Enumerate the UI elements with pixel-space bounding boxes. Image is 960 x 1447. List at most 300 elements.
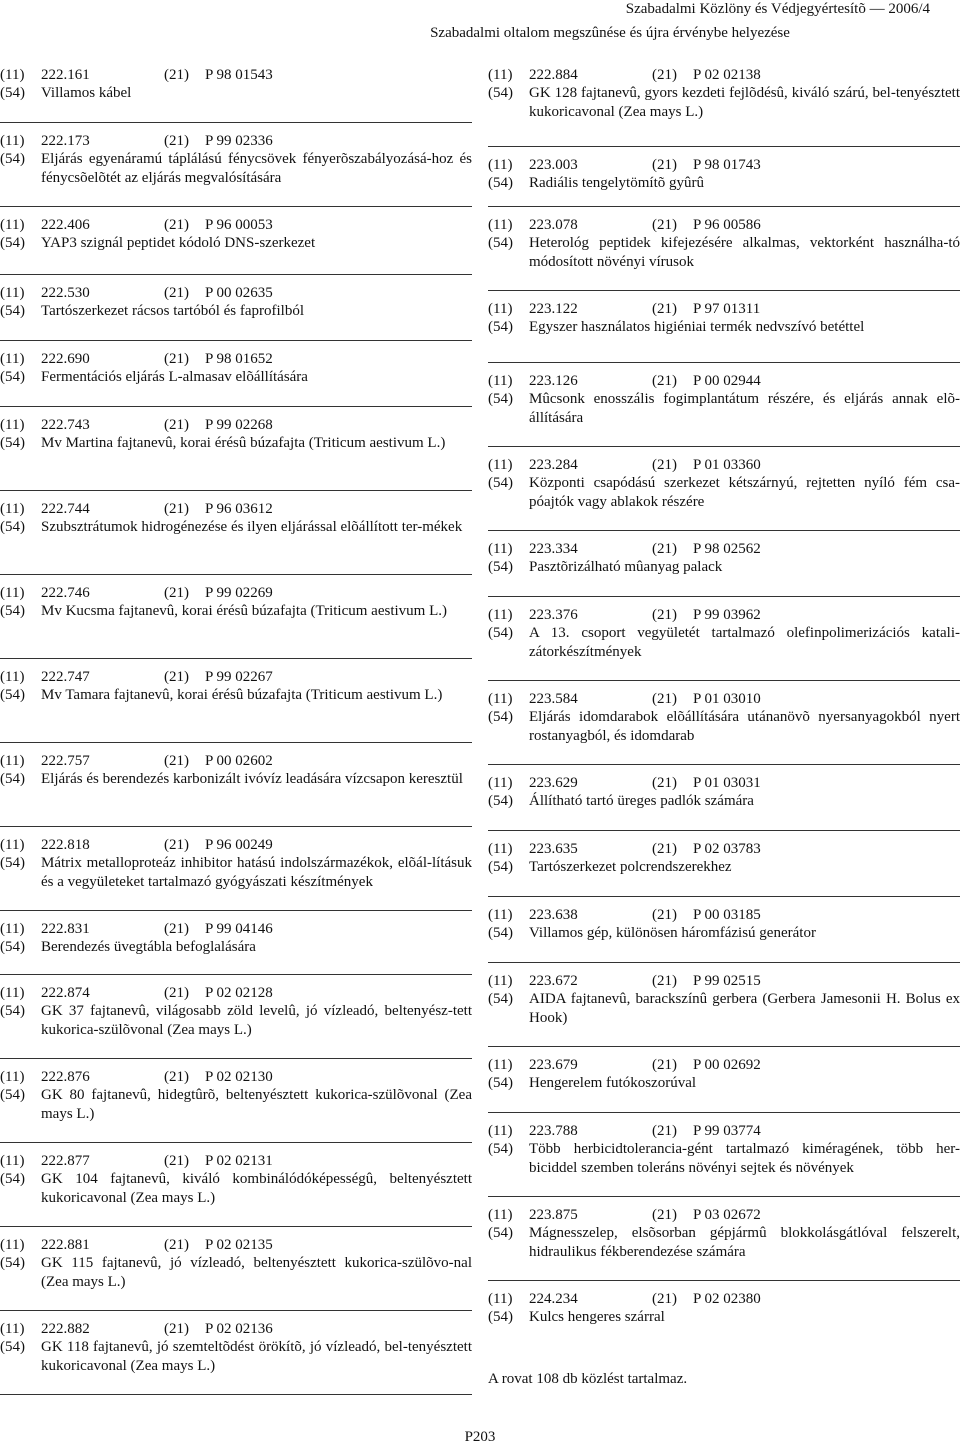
inid-code-11: (11)	[488, 457, 513, 473]
entry-divider	[488, 1196, 960, 1197]
patent-title: Tartószerkezet rácsos tartóból és faprofilból	[41, 303, 305, 320]
entry-number-row	[0, 132, 472, 150]
patent-title: Mátrix metalloproteáz inhibitor hatású indolszármazékok, elõál-lításuk és a vegyületeket tartalmazó gyógyászati készítmények	[41, 855, 472, 890]
patent-title: GK 115 fajtanevû, jó vízleadó, beltenyésztett kukorica-szülõvo-nal (Zea mays L.)	[41, 1255, 472, 1290]
inid-code-21: (21)	[164, 217, 189, 233]
inid-code-54: (54)	[488, 1141, 513, 1158]
inid-code-11: (11)	[0, 669, 25, 685]
entry-number-row	[488, 906, 960, 924]
inid-code-11: (11)	[0, 417, 25, 433]
inid-code-11: (11)	[0, 585, 25, 601]
entry-divider	[0, 974, 472, 975]
patent-title: Heterológ peptidek kifejezésére alkalmas, vektorként használha-tó módosított növényi vírusok	[529, 235, 960, 270]
application-number: P 99 02267	[205, 669, 273, 685]
inid-code-21: (21)	[164, 351, 189, 367]
patent-number: 223.003	[529, 157, 578, 173]
patent-entry	[488, 66, 960, 121]
patent-entry	[0, 1152, 472, 1207]
entry-number-row	[488, 456, 960, 474]
inid-code-54: (54)	[0, 855, 25, 872]
inid-code-21: (21)	[164, 753, 189, 769]
inid-code-21: (21)	[164, 985, 189, 1001]
entry-divider	[488, 830, 960, 831]
entry-number-row	[0, 416, 472, 434]
patent-title: GK 118 fajtanevû, jó szemteltõdést örökítõ, jó vízleadó, bel-tenyésztett kukoricavonal (Zea mays L.)	[41, 1339, 472, 1374]
patent-number: 222.744	[41, 501, 90, 517]
patent-title: Berendezés üvegtábla befoglalására	[41, 939, 256, 956]
entry-divider	[488, 530, 960, 531]
inid-code-11: (11)	[488, 1123, 513, 1139]
patent-number: 223.078	[529, 217, 578, 233]
patent-entry	[488, 1206, 960, 1261]
patent-title: GK 104 fajtanevû, kiváló kombinálódóképességû, beltenyésztett kukoricavonal (Zea mays L.)	[41, 1171, 472, 1206]
application-number: P 03 02672	[693, 1207, 761, 1223]
patent-entry	[0, 836, 472, 891]
entry-title-row	[488, 84, 960, 121]
inid-code-21: (21)	[164, 1153, 189, 1169]
patent-entry	[0, 416, 472, 453]
entry-title-row	[0, 1086, 472, 1123]
patent-entry	[488, 216, 960, 271]
inid-code-54: (54)	[488, 925, 513, 942]
entry-title-row	[0, 518, 472, 536]
inid-code-11: (11)	[488, 907, 513, 923]
application-number: P 01 03360	[693, 457, 761, 473]
entry-divider	[0, 122, 472, 123]
entry-title-row	[488, 390, 960, 427]
inid-code-54: (54)	[488, 85, 513, 102]
entry-divider	[0, 742, 472, 743]
patent-entry	[0, 1236, 472, 1291]
patent-number: 223.788	[529, 1123, 578, 1139]
entry-number-row	[488, 774, 960, 792]
inid-code-21: (21)	[652, 373, 677, 389]
application-number: P 96 00586	[693, 217, 761, 233]
entry-number-row	[488, 690, 960, 708]
entry-number-row	[488, 1290, 960, 1308]
inid-code-21: (21)	[652, 607, 677, 623]
patent-number: 223.126	[529, 373, 578, 389]
entry-title-row	[0, 368, 472, 386]
patent-number: 222.876	[41, 1069, 90, 1085]
application-number: P 02 03783	[693, 841, 761, 857]
entry-number-row	[0, 284, 472, 302]
entry-divider	[488, 680, 960, 681]
entry-title-row	[488, 174, 960, 192]
patent-title: Több herbicidtolerancia-gént tartalmazó kiméragének, több her-biciddel szemben toleráns növényi sejtek és növények	[529, 1141, 960, 1176]
inid-code-11: (11)	[0, 1321, 25, 1337]
entry-title-row	[0, 1002, 472, 1039]
inid-code-54: (54)	[488, 1225, 513, 1242]
inid-code-11: (11)	[0, 1237, 25, 1253]
entry-number-row	[0, 1236, 472, 1254]
inid-code-11: (11)	[488, 1291, 513, 1307]
entry-divider	[488, 290, 960, 291]
inid-code-21: (21)	[164, 285, 189, 301]
patent-number: 223.334	[529, 541, 578, 557]
inid-code-54: (54)	[488, 559, 513, 576]
application-number: P 99 02515	[693, 973, 761, 989]
inid-code-21: (21)	[652, 1057, 677, 1073]
patent-entry	[0, 668, 472, 705]
entry-title-row	[488, 924, 960, 942]
entry-number-row	[488, 300, 960, 318]
inid-code-54: (54)	[0, 1087, 25, 1104]
entry-number-row	[488, 66, 960, 84]
entry-title-row	[0, 602, 472, 620]
inid-code-21: (21)	[164, 417, 189, 433]
application-number: P 01 03031	[693, 775, 761, 791]
application-number: P 02 02380	[693, 1291, 761, 1307]
patent-title: Radiális tengelytömítõ gyûrû	[529, 175, 704, 192]
patent-title: Villamos kábel	[41, 85, 132, 102]
entry-divider	[488, 1280, 960, 1281]
inid-code-11: (11)	[488, 607, 513, 623]
entry-divider	[0, 1142, 472, 1143]
inid-code-21: (21)	[652, 541, 677, 557]
patent-title: Hengerelem futókoszorúval	[529, 1075, 697, 1092]
patent-number: 223.122	[529, 301, 578, 317]
inid-code-11: (11)	[488, 973, 513, 989]
inid-code-11: (11)	[488, 1207, 513, 1223]
patent-number: 223.584	[529, 691, 578, 707]
inid-code-21: (21)	[652, 691, 677, 707]
entry-divider	[0, 910, 472, 911]
application-number: P 02 02136	[205, 1321, 273, 1337]
entry-number-row	[0, 836, 472, 854]
patent-number: 222.884	[529, 67, 578, 83]
application-number: P 01 03010	[693, 691, 761, 707]
entry-divider	[0, 206, 472, 207]
patent-entry	[0, 920, 472, 957]
patent-number: 222.877	[41, 1153, 90, 1169]
inid-code-11: (11)	[0, 133, 25, 149]
inid-code-54: (54)	[0, 1171, 25, 1188]
patent-entry	[488, 690, 960, 745]
patent-title: A 13. csoport vegyületét tartalmazó olefinpolimerizációs katali-zátorkészítmények	[529, 625, 960, 660]
entry-title-row	[0, 302, 472, 320]
application-number: P 02 02130	[205, 1069, 273, 1085]
application-number: P 02 02128	[205, 985, 273, 1001]
entry-divider	[0, 1394, 472, 1395]
inid-code-11: (11)	[488, 67, 513, 83]
application-number: P 98 01743	[693, 157, 761, 173]
inid-code-54: (54)	[0, 85, 25, 102]
entry-number-row	[0, 920, 472, 938]
entry-number-row	[0, 1320, 472, 1338]
patent-entry	[0, 350, 472, 387]
entry-divider	[0, 658, 472, 659]
entry-divider	[488, 362, 960, 363]
entry-title-row	[0, 686, 472, 704]
application-number: P 98 01652	[205, 351, 273, 367]
entry-divider	[0, 826, 472, 827]
patent-entry	[0, 984, 472, 1039]
inid-code-11: (11)	[0, 985, 25, 1001]
entry-title-row	[488, 1074, 960, 1092]
patent-title: Eljárás és berendezés karbonizált ivóvíz leadására vízcsapon keresztül	[41, 771, 463, 788]
application-number: P 98 02562	[693, 541, 761, 557]
entry-title-row	[488, 624, 960, 661]
inid-code-54: (54)	[488, 859, 513, 876]
entry-number-row	[488, 156, 960, 174]
entry-number-row	[488, 1122, 960, 1140]
entry-number-row	[0, 66, 472, 84]
application-number: P 97 01311	[693, 301, 761, 317]
patent-title: Kulcs hengeres szárral	[529, 1309, 665, 1326]
inid-code-21: (21)	[164, 837, 189, 853]
entry-divider	[488, 146, 960, 147]
inid-code-54: (54)	[488, 625, 513, 642]
entry-number-row	[0, 752, 472, 770]
entry-divider	[0, 574, 472, 575]
patent-number: 222.882	[41, 1321, 90, 1337]
application-number: P 99 04146	[205, 921, 273, 937]
patent-entry	[0, 216, 472, 253]
inid-code-21: (21)	[164, 133, 189, 149]
inid-code-21: (21)	[164, 501, 189, 517]
application-number: P 98 01543	[205, 67, 273, 83]
inid-code-11: (11)	[488, 301, 513, 317]
patent-number: 223.679	[529, 1057, 578, 1073]
inid-code-11: (11)	[0, 67, 25, 83]
patent-number: 223.635	[529, 841, 578, 857]
patent-entry	[0, 132, 472, 187]
patent-entry	[0, 752, 472, 789]
application-number: P 02 02138	[693, 67, 761, 83]
patent-title: Egyszer használatos higiéniai termék nedvszívó betéttel	[529, 319, 865, 336]
patent-entry	[0, 500, 472, 537]
inid-code-21: (21)	[652, 157, 677, 173]
entry-title-row	[0, 150, 472, 187]
inid-code-54: (54)	[488, 709, 513, 726]
application-number: P 96 00053	[205, 217, 273, 233]
patent-number: 222.530	[41, 285, 90, 301]
inid-code-21: (21)	[652, 457, 677, 473]
patent-entry	[488, 456, 960, 511]
inid-code-11: (11)	[0, 1153, 25, 1169]
entry-divider	[488, 764, 960, 765]
inid-code-54: (54)	[0, 435, 25, 452]
patent-title: GK 80 fajtanevû, hidegtûrõ, beltenyésztett kukorica-szülõvonal (Zea mays L.)	[41, 1087, 472, 1122]
entry-title-row	[0, 1254, 472, 1291]
inid-code-21: (21)	[652, 775, 677, 791]
patent-number: 224.234	[529, 1291, 578, 1307]
journal-title: Szabadalmi Közlöny és Védjegyértesítõ — 2006/4	[625, 1, 930, 17]
application-number: P 02 02135	[205, 1237, 273, 1253]
entry-title-row	[488, 1308, 960, 1326]
patent-title: Eljárás idomdarabok elõállítására utánanövõ nyersanyagokból nyert rostanyagból, és idomdarab	[529, 709, 960, 744]
inid-code-21: (21)	[652, 907, 677, 923]
inid-code-54: (54)	[0, 939, 25, 956]
patent-entry	[488, 540, 960, 577]
entry-title-row	[0, 1170, 472, 1207]
entry-number-row	[0, 500, 472, 518]
inid-code-21: (21)	[652, 1123, 677, 1139]
inid-code-21: (21)	[652, 841, 677, 857]
patent-title: Eljárás egyenáramú táplálású fénycsövek fényerõszabályozásá-hoz és fénycsõelõtét az eljárás megvalósítására	[41, 151, 472, 186]
patent-entry	[488, 906, 960, 943]
inid-code-11: (11)	[488, 841, 513, 857]
section-title: Szabadalmi oltalom megszûnése és újra érvénybe helyezése	[430, 25, 790, 41]
patent-title: YAP3 szignál peptidet kódoló DNS-szerkezet	[41, 235, 316, 252]
patent-entry	[488, 840, 960, 877]
patent-entry	[0, 1320, 472, 1375]
inid-code-54: (54)	[0, 1003, 25, 1020]
inid-code-21: (21)	[652, 1291, 677, 1307]
entry-divider	[0, 406, 472, 407]
patent-number: 222.747	[41, 669, 90, 685]
entry-title-row	[0, 234, 472, 252]
application-number: P 00 02635	[205, 285, 273, 301]
patent-title: Villamos gép, különösen háromfázisú generátor	[529, 925, 816, 942]
patent-number: 223.638	[529, 907, 578, 923]
entry-title-row	[488, 474, 960, 511]
patent-number: 222.406	[41, 217, 90, 233]
entry-number-row	[0, 584, 472, 602]
entry-title-row	[488, 1140, 960, 1177]
patent-number: 222.161	[41, 67, 90, 83]
entry-divider	[0, 1226, 472, 1227]
application-number: P 99 02269	[205, 585, 273, 601]
entry-divider	[488, 962, 960, 963]
patent-title: Mv Martina fajtanevû, korai érésû búzafajta (Triticum aestivum L.)	[41, 435, 446, 452]
patent-entry	[488, 300, 960, 337]
inid-code-21: (21)	[164, 1069, 189, 1085]
patent-title: GK 37 fajtanevû, világosabb zöld levelû, jó vízleadó, beltenyész-tett kukorica-szülõvonal (Zea mays L.)	[41, 1003, 472, 1038]
patent-title: Mágnesszelep, elsõsorban gépjármû blokkolásgátlóval felszerelt, hidraulikus fékberendezése számára	[529, 1225, 960, 1260]
inid-code-21: (21)	[164, 669, 189, 685]
inid-code-11: (11)	[488, 157, 513, 173]
entry-divider	[488, 1112, 960, 1113]
patent-number: 222.831	[41, 921, 90, 937]
patent-entry	[488, 156, 960, 193]
patent-number: 222.757	[41, 753, 90, 769]
inid-code-54: (54)	[488, 991, 513, 1008]
patent-title: Állítható tartó üreges padlók számára	[529, 793, 754, 810]
inid-code-54: (54)	[0, 603, 25, 620]
entry-title-row	[0, 938, 472, 956]
entry-divider	[0, 274, 472, 275]
entry-title-row	[488, 858, 960, 876]
application-number: P 00 02944	[693, 373, 761, 389]
patent-number: 222.818	[41, 837, 90, 853]
application-number: P 99 03962	[693, 607, 761, 623]
inid-code-11: (11)	[0, 217, 25, 233]
patent-number: 223.376	[529, 607, 578, 623]
inid-code-54: (54)	[0, 303, 25, 320]
entry-number-row	[488, 372, 960, 390]
entry-divider	[0, 490, 472, 491]
patent-title: Tartószerkezet polcrendszerekhez	[529, 859, 732, 876]
patent-number: 223.284	[529, 457, 578, 473]
patent-title: Szubsztrátumok hidrogénezése és ilyen eljárással elõállított ter-mékek	[41, 519, 463, 536]
application-number: P 99 02268	[205, 417, 273, 433]
entry-number-row	[0, 984, 472, 1002]
inid-code-11: (11)	[488, 775, 513, 791]
application-number: P 02 02131	[205, 1153, 273, 1169]
inid-code-54: (54)	[0, 771, 25, 788]
inid-code-54: (54)	[0, 1255, 25, 1272]
entry-title-row	[0, 1338, 472, 1375]
patent-entry	[488, 1290, 960, 1327]
inid-code-21: (21)	[164, 921, 189, 937]
patent-title: Fermentációs eljárás L-almasav elõállítására	[41, 369, 308, 386]
inid-code-54: (54)	[488, 793, 513, 810]
inid-code-54: (54)	[488, 319, 513, 336]
application-number: P 00 02692	[693, 1057, 761, 1073]
entry-number-row	[488, 972, 960, 990]
inid-code-11: (11)	[0, 501, 25, 517]
application-number: P 96 00249	[205, 837, 273, 853]
entry-number-row	[0, 350, 472, 368]
inid-code-54: (54)	[0, 687, 25, 704]
entry-divider	[0, 1310, 472, 1311]
application-number: P 99 02336	[205, 133, 273, 149]
inid-code-11: (11)	[488, 1057, 513, 1073]
entry-divider	[0, 340, 472, 341]
patent-entry	[488, 774, 960, 811]
entry-divider	[488, 446, 960, 447]
inid-code-21: (21)	[652, 67, 677, 83]
entry-title-row	[0, 770, 472, 788]
entry-title-row	[488, 708, 960, 745]
inid-code-21: (21)	[652, 301, 677, 317]
entry-title-row	[488, 558, 960, 576]
inid-code-11: (11)	[0, 351, 25, 367]
inid-code-54: (54)	[488, 1309, 513, 1326]
entry-divider	[488, 1046, 960, 1047]
inid-code-21: (21)	[652, 217, 677, 233]
inid-code-54: (54)	[488, 175, 513, 192]
patent-number: 222.743	[41, 417, 90, 433]
inid-code-54: (54)	[0, 369, 25, 386]
patent-number: 222.874	[41, 985, 90, 1001]
inid-code-21: (21)	[652, 973, 677, 989]
entry-title-row	[488, 318, 960, 336]
inid-code-11: (11)	[488, 691, 513, 707]
entry-title-row	[488, 990, 960, 1027]
inid-code-21: (21)	[164, 1321, 189, 1337]
entry-title-row	[488, 1224, 960, 1261]
inid-code-21: (21)	[164, 67, 189, 83]
patent-title: AIDA fajtanevû, barackszínû gerbera (Gerbera Jamesonii H. Bolus ex Hook)	[529, 991, 960, 1026]
patent-number: 222.690	[41, 351, 90, 367]
entry-number-row	[0, 216, 472, 234]
patent-number: 222.173	[41, 133, 90, 149]
inid-code-54: (54)	[488, 1075, 513, 1092]
inid-code-11: (11)	[0, 753, 25, 769]
entry-divider	[0, 1058, 472, 1059]
inid-code-11: (11)	[0, 285, 25, 301]
patent-entry	[488, 372, 960, 427]
patent-entry	[488, 972, 960, 1027]
patent-number: 222.881	[41, 1237, 90, 1253]
patent-entry	[488, 1122, 960, 1177]
patent-entry	[0, 1068, 472, 1123]
inid-code-54: (54)	[488, 475, 513, 492]
inid-code-11: (11)	[488, 217, 513, 233]
entry-divider	[488, 896, 960, 897]
patent-entry	[488, 1056, 960, 1093]
entry-title-row	[0, 854, 472, 891]
inid-code-54: (54)	[0, 1339, 25, 1356]
inid-code-11: (11)	[0, 1069, 25, 1085]
entry-number-row	[0, 1068, 472, 1086]
entry-number-row	[488, 1206, 960, 1224]
entry-title-row	[488, 234, 960, 271]
application-number: P 00 02602	[205, 753, 273, 769]
